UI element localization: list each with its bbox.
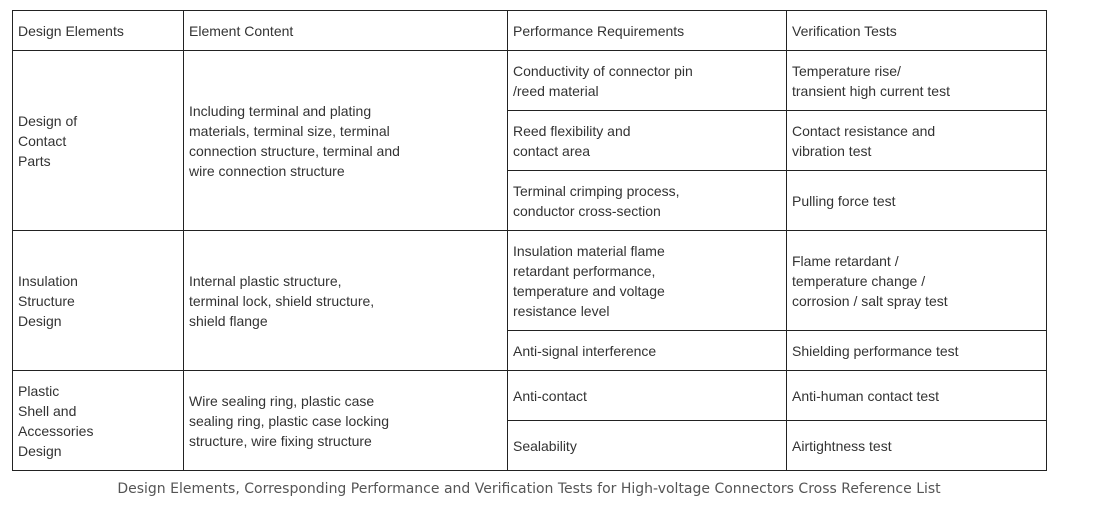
table-row [13, 371, 1047, 421]
requirement-cell: Terminal crimping process, conductor cross-section [508, 171, 787, 231]
element-content-cell: Internal plastic structure, terminal lock, shield structure, shield flange [184, 231, 508, 371]
header-design-elements: Design Elements [13, 11, 184, 51]
design-element-cell: Insulation Structure Design [13, 231, 184, 371]
design-element-cell: Plastic Shell and Accessories Design [13, 371, 184, 471]
header-performance-requirements: Performance Requirements [508, 11, 787, 51]
table-header-row [13, 11, 1047, 51]
test-cell: Pulling force test [787, 171, 1047, 231]
requirement-cell: Anti-contact [508, 371, 787, 421]
header-verification-tests: Verification Tests [787, 11, 1047, 51]
test-cell: Flame retardant / temperature change / corrosion / salt spray test [787, 231, 1047, 331]
requirement-cell: Reed flexibility and contact area [508, 111, 787, 171]
test-cell: Shielding performance test [787, 331, 1047, 371]
requirement-cell: Anti-signal interference [508, 331, 787, 371]
test-cell: Anti-human contact test [787, 371, 1047, 421]
test-cell: Airtightness test [787, 421, 1047, 471]
header-element-content: Element Content [184, 11, 508, 51]
table-caption: Design Elements, Corresponding Performance and Verification Tests for High-voltage Connectors Cross Reference List [117, 481, 941, 497]
cross-reference-table [12, 10, 1047, 471]
table-row [13, 51, 1047, 111]
requirement-cell: Insulation material flame retardant performance, temperature and voltage resistance level [508, 231, 787, 331]
requirement-cell: Sealability [508, 421, 787, 471]
requirement-cell: Conductivity of connector pin /reed material [508, 51, 787, 111]
test-cell: Temperature rise/ transient high current test [787, 51, 1047, 111]
test-cell: Contact resistance and vibration test [787, 111, 1047, 171]
table-row [13, 231, 1047, 331]
design-element-cell: Design of Contact Parts [13, 51, 184, 231]
element-content-cell: Wire sealing ring, plastic case sealing ring, plastic case locking structure, wire fixing structure [184, 371, 508, 471]
element-content-cell: Including terminal and plating materials, terminal size, terminal connection structure, terminal and wire connection structure [184, 51, 508, 231]
